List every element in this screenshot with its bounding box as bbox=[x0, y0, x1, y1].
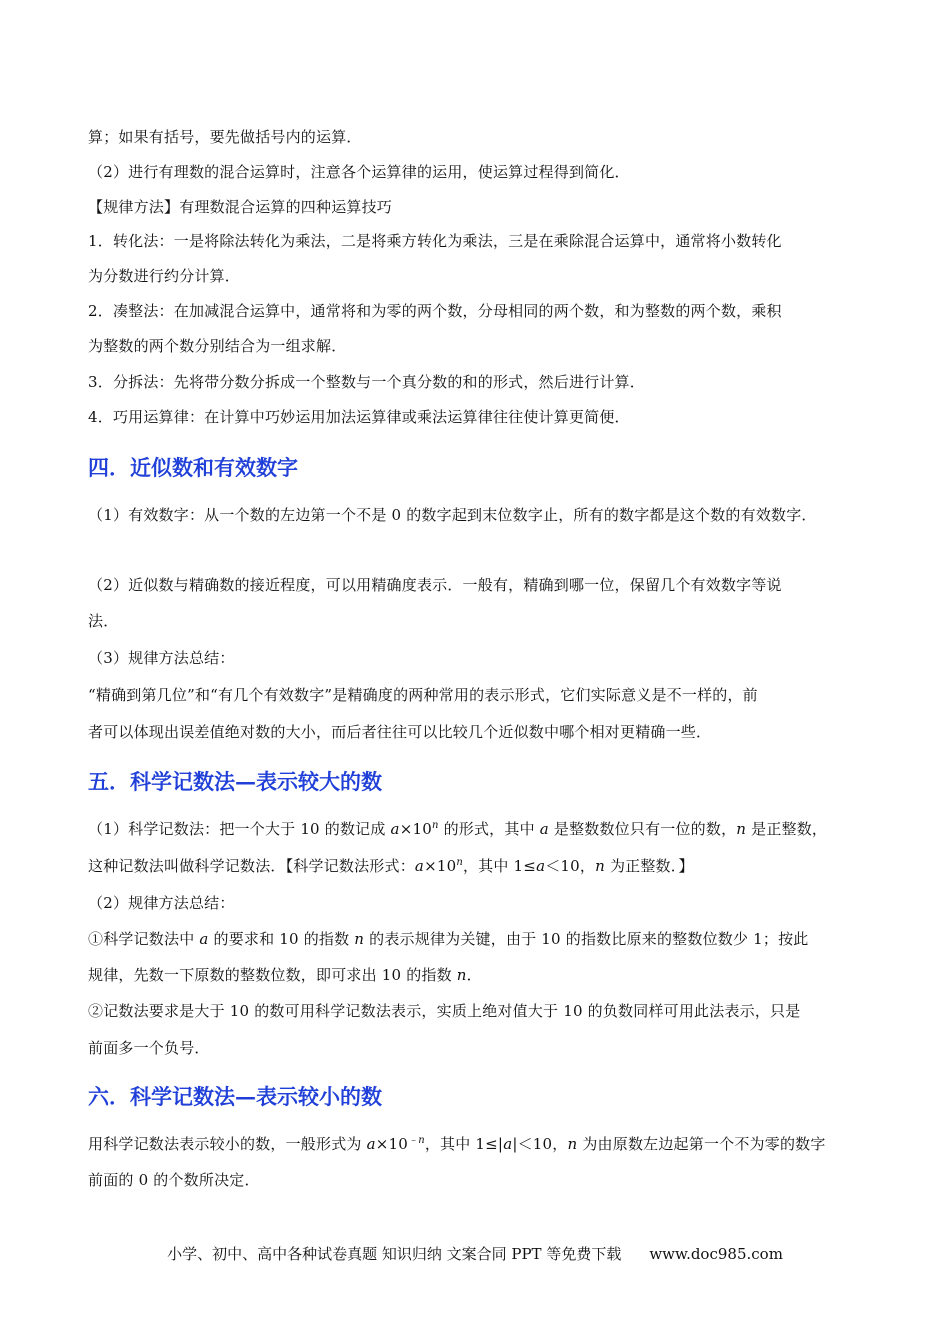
text-line: 算；如果有括号，要先做括号内的运算． bbox=[88, 128, 362, 146]
page-footer bbox=[0, 1244, 950, 1264]
text-line: 法． bbox=[88, 612, 119, 630]
text-line: 这种记数法叫做科学记数法．【科学记数法形式：$a\times 10^n$，其中 1≤a＜10，n 为正整数．】 bbox=[88, 857, 694, 875]
text-line: （3）规律方法总结： bbox=[88, 649, 235, 667]
text-line: 前面的 0 的个数所决定． bbox=[88, 1171, 260, 1189]
footer-url: www.doc985.com bbox=[649, 1245, 783, 1263]
section-heading-4: 四．近似数和有效数字 bbox=[88, 455, 298, 480]
text-line: 用科学记数法表示较小的数，一般形式为 $a\times 10^{﹣n}$，其中 1≤|a|＜10，n 为由原数左边起第一个不为零的数字 bbox=[88, 1135, 826, 1153]
text-line: （2）进行有理数的混合运算时，注意各个运算律的运用，使运算过程得到简化． bbox=[88, 163, 630, 181]
text-line: “精确到第几位”和“有几个有效数字”是精确度的两种常用的表示形式，它们实际意义是不一样的，前 bbox=[88, 686, 758, 704]
section-heading-6: 六．科学记数法—表示较小的数 bbox=[88, 1084, 382, 1109]
text-line: 者可以体现出误差值绝对数的大小，而后者往往可以比较几个近似数中哪个相对更精确一些． bbox=[88, 723, 712, 741]
text-line: 3．分拆法：先将带分数分拆成一个整数与一个真分数的和的形式，然后进行计算． bbox=[88, 373, 645, 391]
text-line: 2．凑整法：在加减混合运算中，通常将和为零的两个数，分母相同的两个数，和为整数的两个数，乘积 bbox=[88, 302, 782, 320]
text-line: （1）有效数字：从一个数的左边第一个不是 0 的数字起到末位数字止，所有的数字都是这个数的有效数字． bbox=[88, 506, 817, 524]
text-line: 为整数的两个数分别结合为一组求解． bbox=[88, 337, 347, 355]
text-line: 1．转化法：一是将除法转化为乘法，二是将乘方转化为乘法，三是在乘除混合运算中，通常将小数转化 bbox=[88, 232, 782, 250]
text-line: （2）近似数与精确数的接近程度，可以用精确度表示．一般有，精确到哪一位，保留几个有效数字等说 bbox=[88, 576, 782, 594]
text-line: 前面多一个负号． bbox=[88, 1039, 210, 1057]
text-line: ②记数法要求是大于 10 的数可用科学记数法表示，实质上绝对值大于 10 的负数同样可用此法表示，只是 bbox=[88, 1002, 801, 1020]
text-line: 【规律方法】有理数混合运算的四种运算技巧 bbox=[88, 198, 393, 216]
text-line: 4．巧用运算律：在计算中巧妙运用加法运算律或乘法运算律往往使计算更简便． bbox=[88, 408, 630, 426]
text-line: （2）规律方法总结： bbox=[88, 894, 235, 912]
text-line: （1）科学记数法：把一个大于 10 的数记成 $a\times 10^n$ 的形式，其中 a 是整数数位只有一位的数，n 是正整数， bbox=[88, 820, 828, 838]
text-line: 为分数进行约分计算． bbox=[88, 267, 241, 285]
section-heading-5: 五．科学记数法—表示较大的数 bbox=[88, 769, 382, 794]
text-line: 规律，先数一下原数的整数位数，即可求出 10 的指数 n． bbox=[88, 966, 482, 984]
text-line: ①科学记数法中 a 的要求和 10 的指数 n 的表示规律为关键，由于 10 的指数比原来的整数位数少 1；按此 bbox=[88, 930, 809, 948]
footer-text: 小学、初中、高中各种试卷真题 知识归纳 文案合同 PPT 等免费下载 bbox=[167, 1245, 622, 1263]
